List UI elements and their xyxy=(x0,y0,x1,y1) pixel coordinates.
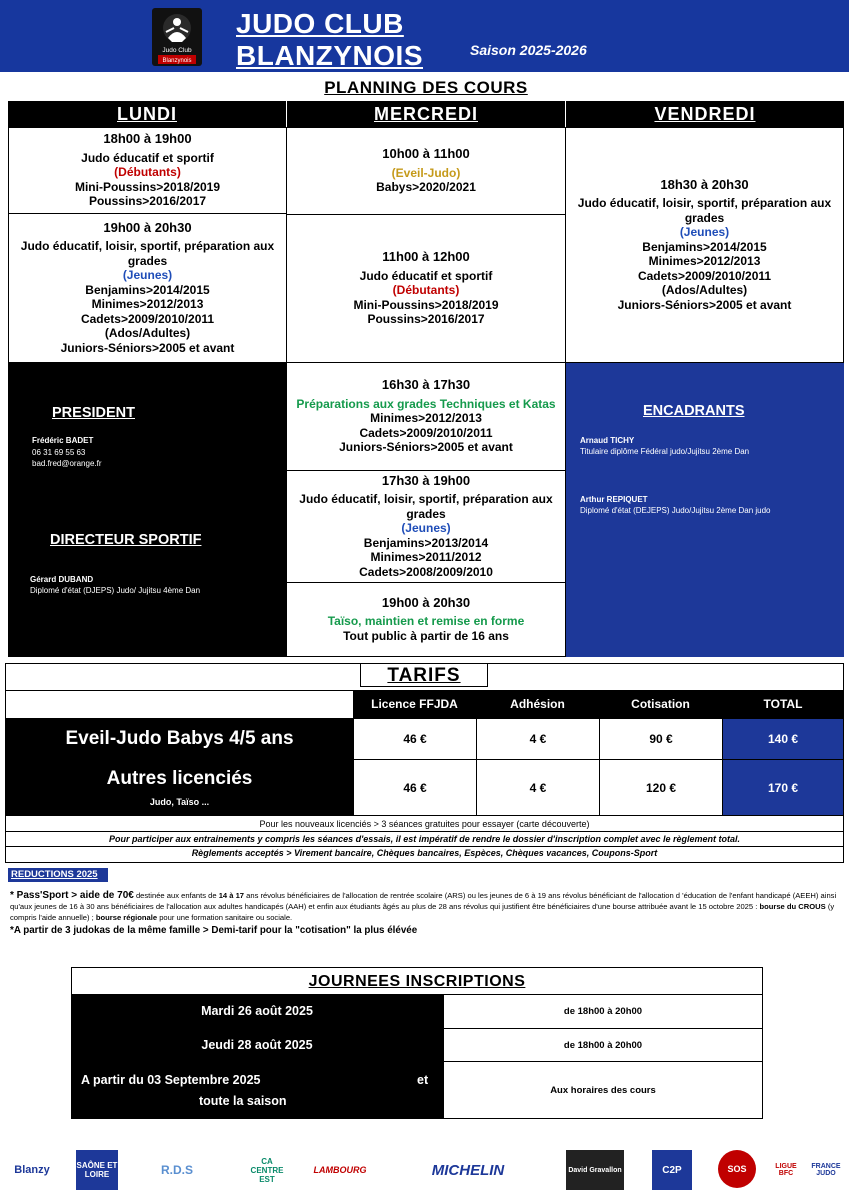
directeur-desc: Diplomé d'état (DJEPS) Judo/ Jujitsu 4ème Dan xyxy=(30,586,201,595)
course-block-lundi-1 xyxy=(8,127,287,214)
course-group: Cadets>2009/2010/2011 xyxy=(359,425,493,440)
course-level: (Débutants) xyxy=(114,165,181,180)
course-time: 10h00 à 11h00 xyxy=(382,146,470,162)
course-block-mercredi-5 xyxy=(286,582,566,657)
inscription-date-line1: A partir du 03 Septembre 2025 xyxy=(81,1073,261,1087)
passsport-ages: 14 à 17 xyxy=(218,891,245,900)
tarif-note-2: Pour participer aux entrainements y compris les séances d'essais, il est impératif de rendre le dossier d'inscription complet avec le règlement total. xyxy=(108,834,740,844)
course-group: Juniors-Séniors>2005 et avant xyxy=(60,340,235,355)
course-activity: Judo éducatif, loisir, sportif, préparation aux grades xyxy=(20,239,275,268)
famille-text: *A partir de 3 judokas de la même famille > Demi-tarif pour la "cotisation" la plus élévée xyxy=(10,925,418,936)
course-group: Juniors-Séniors>2005 et avant xyxy=(617,297,792,312)
logo-text-2: Blanzynois xyxy=(162,58,192,64)
course-group: Benjamins>2013/2014 xyxy=(363,535,489,550)
tarif-cell: 90 € xyxy=(599,718,723,760)
staff-panel-right xyxy=(566,363,844,657)
tarif-cell: 4 € xyxy=(476,759,600,816)
club-name: JUDO CLUB BLANZYNOIS xyxy=(236,8,423,71)
inscription-date-block xyxy=(71,1062,443,1119)
president-email: bad.fred@orange.fr xyxy=(32,459,102,468)
sponsor-logo-ligue: LIGUE BFC xyxy=(775,1163,797,1177)
course-group: Poussins>2016/2017 xyxy=(88,194,207,209)
reductions-title: REDUCTIONS 2025 xyxy=(8,868,108,882)
course-group: Cadets>2008/2009/2010 xyxy=(359,564,493,579)
course-group: Minimes>2012/2013 xyxy=(91,297,204,312)
passsport-bold: * Pass'Sport > aide de 70€ xyxy=(10,890,134,901)
course-group: Mini-Poussins>2018/2019 xyxy=(353,297,499,312)
sponsor-logo-rds: R.D.S xyxy=(160,1163,193,1177)
course-group: Cadets>2009/2010/2011 xyxy=(80,311,215,326)
course-activity: Judo éducatif et sportif xyxy=(359,268,493,283)
tarifs-title: TARIFS xyxy=(360,663,488,687)
course-group: Poussins>2016/2017 xyxy=(367,312,485,327)
course-activity: Taïso, maintien et remise en forme xyxy=(327,614,525,629)
passsport-text: ans révolus bénéficiaires de l'allocation de rentrée scolaire (ARS) ou les jeunes de 6 à 19 ans révolus bénéficiant de l'allocation d 'éducation de l'enfant handicapé (AEEH) ainsi qu'aux jeunes de 16 à 30 ans bénéficiaires de l'allocation aux adultes handicapés (AAH) et enfin aux étudiants âgés au plus de 28 ans révolus qui justifient être bénéficiaires d'une bourse attribuée avant le 15 octobre 2025 : xyxy=(10,891,837,911)
tarif-total-cell: 170 € xyxy=(722,759,844,816)
course-level: (Jeunes) xyxy=(401,521,451,536)
course-activity: Judo éducatif et sportif xyxy=(81,150,214,165)
course-time: 19h00 à 20h30 xyxy=(103,219,192,235)
reductions-text xyxy=(10,890,840,936)
tarif-header-licence: Licence FFJDA xyxy=(353,690,476,718)
staff-panel-left xyxy=(8,363,287,657)
sponsor-logo-sos: SOS xyxy=(718,1150,756,1188)
day-header-lundi: LUNDI xyxy=(8,101,286,127)
sponsor-logo-blanzy: Blanzy xyxy=(14,1164,50,1176)
tarif-row-label-block xyxy=(5,760,354,816)
course-block-mercredi-4 xyxy=(286,470,566,583)
tarif-note-1: Pour les nouveaux licenciés > 3 séances gratuites pour essayer (carte découverte) xyxy=(259,819,590,829)
inscription-date: Jeudi 28 août 2025 xyxy=(71,1029,443,1062)
directeur-title: DIRECTEUR SPORTIF xyxy=(50,532,202,548)
tarif-row-sub: Judo, Taïso ... xyxy=(149,797,210,807)
crous-bold: bourse du CROUS xyxy=(759,902,826,911)
passsport-text: destinée aux enfants de xyxy=(133,891,219,900)
tarif-row-label: Eveil-Judo Babys 4/5 ans xyxy=(5,718,354,760)
course-level: (Jeunes) xyxy=(122,268,173,283)
crous-text: (y compris l'aide annuelle) ; xyxy=(10,902,835,922)
course-block-mercredi-2 xyxy=(286,214,566,363)
tarif-row-label: Autres licenciés xyxy=(106,768,253,789)
inscription-hours: de 18h00 à 20h00 xyxy=(443,1028,763,1062)
course-group: Minimes>2011/2012 xyxy=(370,550,482,565)
course-group: Minimes>2012/2013 xyxy=(370,411,482,426)
course-group: Mini-Poussins>2018/2019 xyxy=(74,179,221,194)
course-group: (Ados/Adultes) xyxy=(104,326,191,341)
directeur-name: Gérard DUBAND xyxy=(30,575,94,584)
inscription-date: Mardi 26 août 2025 xyxy=(71,994,443,1029)
encadrant-desc: Titulaire diplôme Fédéral judo/Jujitsu 2ème Dan xyxy=(580,447,750,456)
course-group: Tout public à partir de 16 ans xyxy=(343,628,509,643)
course-group: Juniors-Séniors>2005 et avant xyxy=(339,440,513,455)
tarif-note-3: Règlements acceptés > Virement bancaire, Chèques bancaires, Espèces, Chèques vacances, Coupons-Sport xyxy=(191,848,658,858)
course-level: (Débutants) xyxy=(392,283,460,298)
course-time: 17h30 à 19h00 xyxy=(381,472,471,488)
course-time: 18h00 à 19h00 xyxy=(103,131,192,147)
inscription-date-line2: toute la saison xyxy=(199,1094,287,1108)
encadrants-title: ENCADRANTS xyxy=(643,403,745,419)
course-block-vendredi-1 xyxy=(565,127,844,363)
club-logo xyxy=(152,8,202,66)
tarif-cell: 46 € xyxy=(353,759,477,816)
season-label: Saison 2025-2026 xyxy=(470,42,587,58)
course-time: 16h30 à 17h30 xyxy=(381,377,471,393)
course-group: Cadets>2009/2010/2011 xyxy=(637,268,772,283)
sponsor-logo-france-judo: FRANCE JUDO xyxy=(811,1163,841,1177)
encadrant-name: Arthur REPIQUET xyxy=(580,495,648,504)
sponsor-logo-c2p: C2P xyxy=(652,1150,692,1190)
course-level: (Eveil-Judo) xyxy=(391,165,461,180)
course-group: Benjamins>2014/2015 xyxy=(85,282,210,297)
course-activity: Judo éducatif, loisir, sportif, préparation aux grades xyxy=(299,492,553,521)
course-group: Minimes>2012/2013 xyxy=(648,254,761,269)
tarif-header-cotisation: Cotisation xyxy=(599,690,722,718)
president-title: PRESIDENT xyxy=(52,405,135,421)
president-name: Frédéric BADET xyxy=(32,436,94,445)
tarif-cell: 46 € xyxy=(353,718,477,760)
tarif-cell: 120 € xyxy=(599,759,723,816)
course-group: Benjamins>2014/2015 xyxy=(642,239,767,254)
course-block-mercredi-1 xyxy=(286,127,566,215)
sponsor-logo-lambourg: LAMBOURG xyxy=(313,1165,367,1175)
inscription-date-et: et xyxy=(417,1073,429,1087)
president-phone: 06 31 69 55 63 xyxy=(32,448,86,457)
divider xyxy=(5,831,844,832)
course-group: Babys>2020/2021 xyxy=(376,180,476,195)
course-time: 19h00 à 20h30 xyxy=(381,594,471,610)
day-header-mercredi: MERCREDI xyxy=(287,101,565,127)
day-header-vendredi: VENDREDI xyxy=(566,101,844,127)
sponsor-logo-saone-loire: SAÔNE ET LOIRE xyxy=(76,1150,118,1190)
course-level: (Jeunes) xyxy=(679,225,730,240)
inscription-hours: Aux horaires des cours xyxy=(443,1061,763,1119)
tarif-header-total: TOTAL xyxy=(722,690,844,718)
tarif-header-adhesion: Adhésion xyxy=(476,690,599,718)
course-time: 18h30 à 20h30 xyxy=(660,176,749,192)
inscription-hours: de 18h00 à 20h00 xyxy=(443,994,763,1029)
sponsor-logo-credit-agricole: CA CENTRE EST xyxy=(250,1156,284,1184)
course-time: 11h00 à 12h00 xyxy=(382,249,470,265)
region-text: pour une formation sanitaire ou sociale. xyxy=(157,913,293,922)
course-activity: Préparations aux grades Techniques et Katas xyxy=(296,396,556,411)
logo-text-1: Judo Club xyxy=(162,47,192,54)
sponsor-logo-michelin: MICHELIN xyxy=(431,1161,505,1179)
course-block-mercredi-3 xyxy=(286,362,566,471)
course-group: (Ados/Adultes) xyxy=(661,283,748,298)
inscriptions-title: JOURNEES INSCRIPTIONS xyxy=(71,967,763,994)
tarif-cell: 4 € xyxy=(476,718,600,760)
sponsor-logo-gravallon: David Gravallon xyxy=(566,1150,624,1190)
course-activity: Judo éducatif, loisir, sportif, préparation aux grades xyxy=(577,196,832,225)
planning-title: PLANNING DES COURS xyxy=(324,78,528,97)
region-bold: bourse régionale xyxy=(95,913,158,922)
encadrant-name: Arnaud TICHY xyxy=(580,436,635,445)
encadrant-desc: Diplomé d'état (DEJEPS) Judo/Jujitsu 2ème Dan judo xyxy=(580,506,771,515)
tarif-total-cell: 140 € xyxy=(722,718,844,760)
course-block-lundi-2 xyxy=(8,213,287,363)
